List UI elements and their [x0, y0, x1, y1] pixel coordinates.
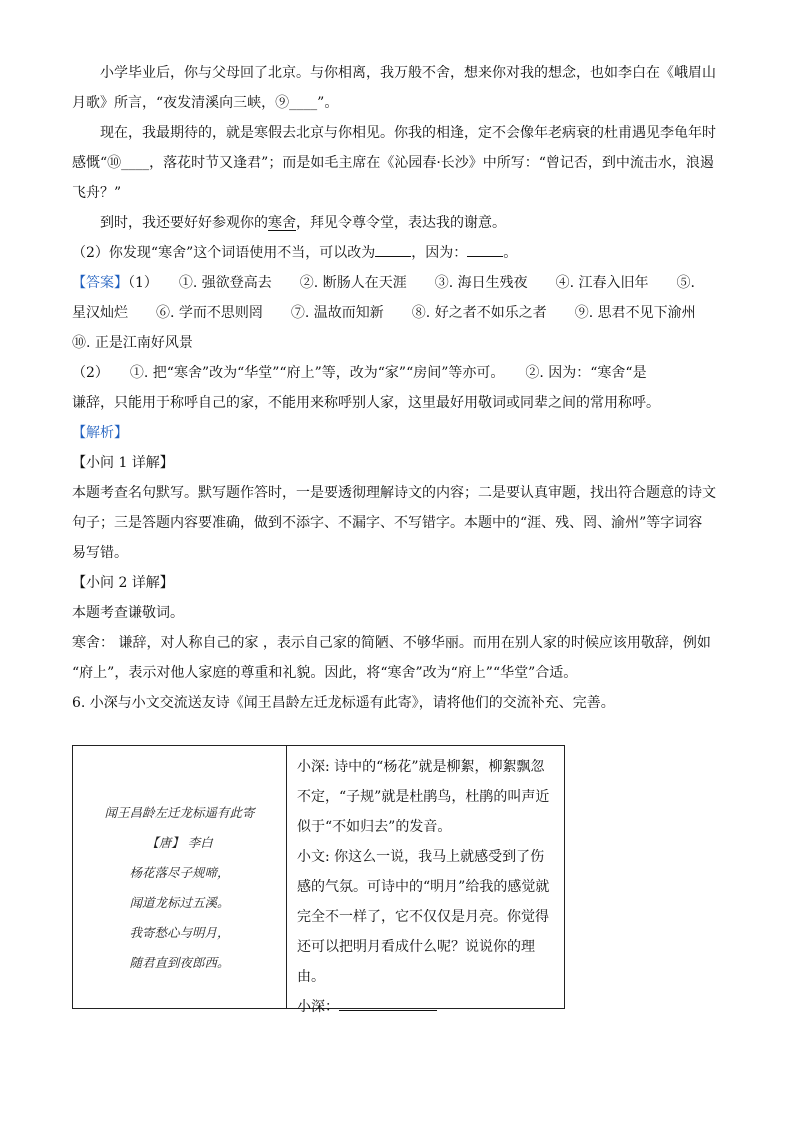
poem-dialog-table — [72, 745, 565, 1015]
analysis-line: “府上”，表示对他人家庭的尊重和礼貌。因此，将“寒舍”改为“府上”“华堂”合适。 — [72, 665, 578, 681]
answer-blank[interactable] — [339, 996, 437, 1011]
poem-title: 闻王昌龄左迁龙标遥有此寄 — [104, 805, 255, 820]
poem-line: 闻道龙标过五溪。 — [129, 895, 230, 910]
dialog-xiaoshen-1: 小深: 诗中的“杨花”就是柳絮，柳絮飘忽不定，“子规”就是杜鹃鸟，杜鹃的叫声近似于“不如归去”的发音。 — [297, 759, 550, 835]
answer-blank — [375, 242, 411, 257]
text-span: （2）你发现“寒舍”这个词语使用不当，可以改为 — [72, 245, 376, 261]
section-label: 【小问 1 详解】 — [72, 455, 174, 471]
answer-label: 【答案】 — [72, 275, 128, 291]
text-span: 。 — [503, 245, 518, 261]
paragraph-line: 飞舟？” — [72, 185, 122, 201]
analysis-label: 【解析】 — [72, 425, 128, 441]
poem-author: 【唐】 李白 — [146, 835, 213, 850]
paragraph-line — [72, 208, 724, 238]
paragraph-line: 月歌》所言，“夜发清溪向三峡，⑨____”。 — [72, 95, 339, 111]
speaker-label: 小深： — [297, 999, 339, 1015]
text-span: 到时，我还要好好参观你的 — [100, 215, 268, 231]
analysis-line: 本题考查名句默写。默写题作答时，一是要透彻理解诗文的内容；二是要认真审题，找出符合题意的诗文 — [72, 485, 716, 501]
analysis-line: 易写错。 — [72, 545, 128, 561]
answer-line — [72, 268, 724, 298]
text-span: ，拜见令尊令堂，表达我的谢意。 — [296, 215, 506, 231]
answer-line: 谦辞，只能用于称呼自己的家，不能用来称呼别人家，这里最好用敬词或同辈之间的常用称呼。 — [72, 395, 660, 411]
document-body — [72, 58, 724, 718]
paragraph-line: 小学毕业后，你与父母回了北京。与你相离，我万般不舍，想来你对我的想念，也如李白在《峨眉山 — [100, 65, 716, 81]
dialog-xiaowen: 小文: 你这么一说，我马上就感受到了伤感的气氛。可诗中的“明月”给我的感觉就完全不一样了，它不仅仅是月亮。你觉得还可以把明月看成什么呢？说说你的理由。 — [297, 849, 550, 985]
paragraph-line: 现在，我最期待的，就是寒假去北京与你相见。你我的相逢，定不会像年老病衰的杜甫遇见李龟年时 — [100, 125, 716, 141]
text-span: ，因为： — [411, 245, 468, 261]
dialog-xiaoshen-2 — [297, 992, 554, 1022]
analysis-line: 寒舍： 谦辞，对人称自己的家 ，表示自己家的简陋、不够华丽。而用在别人家的时候应该用敬辞，例如 — [72, 635, 711, 651]
dialog-cell — [287, 746, 564, 1015]
poem-line: 我寄愁心与明月， — [129, 925, 230, 940]
question-6: 6. 小深与小文交流送友诗《闻王昌龄左迁龙标遥有此寄》，请将他们的交流补充、完善。 — [72, 695, 615, 711]
answer-line: 星汉灿烂 ⑥. 学而不思则罔 ⑦. 温故而知新 ⑧. 好之者不如乐之者 ⑨. 思君不见下渝州 — [72, 305, 696, 321]
answer-line: （2） ①. 把“寒舍”改为“华堂”“府上”等，改为“家”“房间”等亦可。 ②. 因为：“寒舍“是 — [72, 365, 647, 381]
answer-blank — [467, 242, 503, 257]
paragraph-line: 感慨“⑩____，落花时节又逢君”；而是如毛主席在《沁园春·长沙》中所写：“曾记否，到中流击水，浪遏 — [72, 155, 714, 171]
text-span: （1） ①. 强欲登高去 ②. 断肠人在天涯 ③. 海日生残夜 ④. 江春入旧年 ⑤. — [128, 275, 695, 291]
answer-line: ⑩. 正是江南好风景 — [72, 335, 193, 351]
analysis-line: 句子；三是答题内容要准确，做到不添字、不漏字、不写错字。本题中的“涯、残、罔、渝州”等字词容 — [72, 515, 703, 531]
section-label: 【小问 2 详解】 — [72, 575, 174, 591]
poem-line: 杨花落尽子规啼， — [129, 865, 230, 880]
analysis-line: 本题考查谦敬词。 — [72, 605, 184, 621]
poem-cell — [73, 746, 287, 1008]
poem-line: 随君直到夜郎西。 — [129, 955, 230, 970]
question-2 — [72, 238, 724, 268]
underlined-word: 寒舍 — [268, 215, 296, 231]
